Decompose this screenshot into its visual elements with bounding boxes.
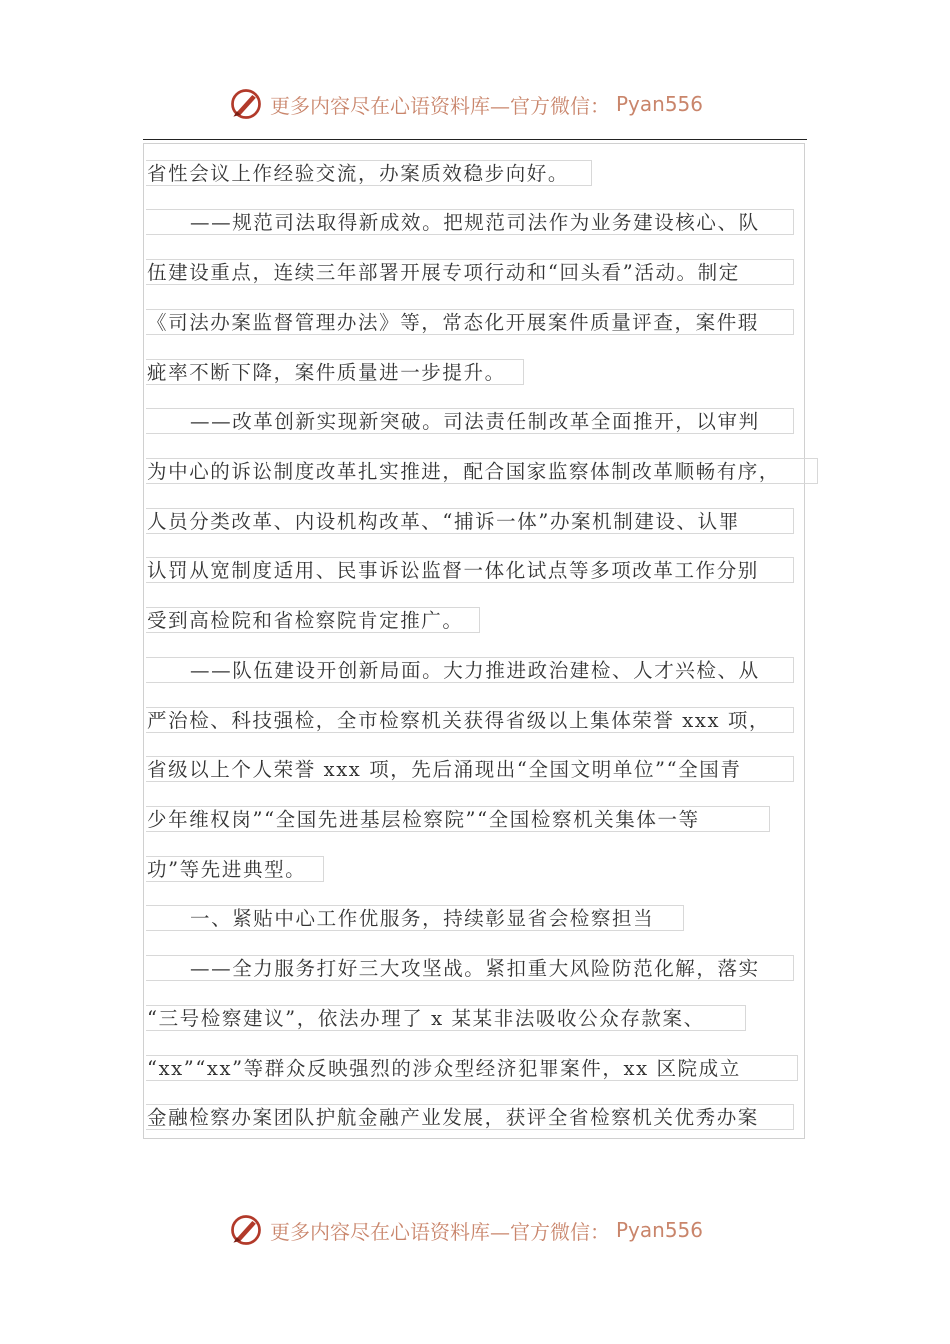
pen-logo-icon xyxy=(228,86,264,122)
text-line: 功”等先进典型。 xyxy=(146,856,324,882)
text-line: ——改革创新实现新突破。司法责任制改革全面推开，以审判 xyxy=(146,408,794,434)
text-line: 认罚从宽制度适用、民事诉讼监督一体化试点等多项改革工作分别 xyxy=(146,557,794,583)
section-heading: 一、紧贴中心工作优服务，持续彰显省会检察担当 xyxy=(146,905,684,931)
footer-banner-id: Pyan556 xyxy=(616,1218,704,1242)
header-divider xyxy=(143,139,807,140)
header-banner-text: 更多内容尽在心语资料库—官方微信： xyxy=(270,93,610,118)
text-line: “三号检察建议”，依法办理了 x 某某非法吸收公众存款案、 xyxy=(146,1005,746,1031)
text-line: 少年维权岗”“全国先进基层检察院”“全国检察机关集体一等 xyxy=(146,806,770,832)
text-line: 严治检、科技强检，全市检察机关获得省级以上集体荣誉 xxx 项， xyxy=(146,707,794,733)
text-line: “xx”“xx”等群众反映强烈的涉众型经济犯罪案件，xx 区院成立 xyxy=(146,1055,798,1081)
header-banner-id: Pyan556 xyxy=(616,92,704,116)
text-line: 《司法办案监督管理办法》等，常态化开展案件质量评查，案件瑕 xyxy=(146,309,794,335)
text-line: ——规范司法取得新成效。把规范司法作为业务建设核心、队 xyxy=(146,209,794,235)
footer-banner-text: 更多内容尽在心语资料库—官方微信： xyxy=(270,1219,610,1244)
text-line: 省性会议上作经验交流，办案质效稳步向好。 xyxy=(146,160,592,186)
text-line: 人员分类改革、内设机构改革、“捕诉一体”办案机制建设、认罪 xyxy=(146,508,794,534)
footer-banner xyxy=(228,1210,703,1250)
page-frame xyxy=(143,143,805,1139)
header-banner xyxy=(228,84,703,124)
text-line: ——全力服务打好三大攻坚战。紧扣重大风险防范化解，落实 xyxy=(146,955,794,981)
text-line: 伍建设重点，连续三年部署开展专项行动和“回头看”活动。制定 xyxy=(146,259,794,285)
text-line: 疵率不断下降，案件质量进一步提升。 xyxy=(146,359,524,385)
text-line: 受到高检院和省检察院肯定推广。 xyxy=(146,607,480,633)
text-line: 省级以上个人荣誉 xxx 项，先后涌现出“全国文明单位”“全国青 xyxy=(146,756,794,782)
pen-logo-icon xyxy=(228,1212,264,1248)
text-line: ——队伍建设开创新局面。大力推进政治建检、人才兴检、从 xyxy=(146,657,794,683)
text-line: 金融检察办案团队护航金融产业发展，获评全省检察机关优秀办案 xyxy=(146,1104,794,1130)
text-line: 为中心的诉讼制度改革扎实推进，配合国家监察体制改革顺畅有序， xyxy=(146,458,818,484)
